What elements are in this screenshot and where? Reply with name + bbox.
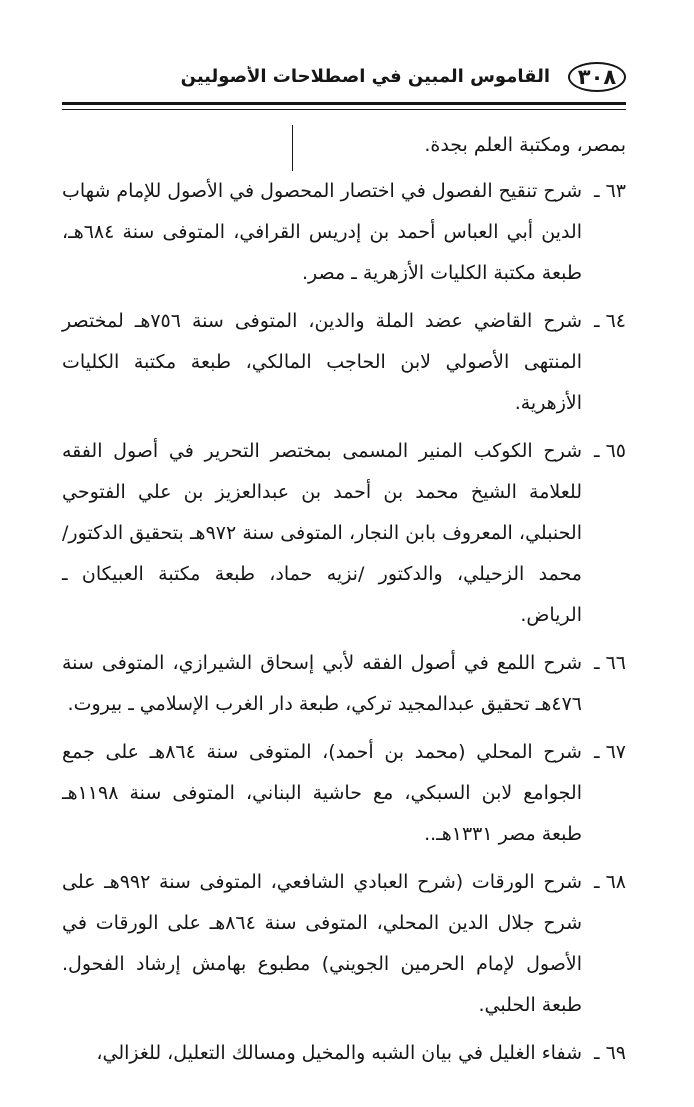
entry-text: شفاء الغليل في بيان الشبه والمخيل ومسالك التعليل، للغزالي، — [96, 1042, 582, 1064]
bibliography-entry — [62, 431, 626, 636]
entry-number: ٦٥ ـ — [593, 440, 626, 462]
bibliography-list — [62, 125, 626, 1081]
bibliography-entry — [62, 732, 626, 855]
continuation-text: بمصر، ومكتبة العلم بجدة. — [424, 134, 626, 156]
entry-text: شرح اللمع في أصول الفقه لأبي إسحاق الشيرازي، المتوفى سنة ٤٧٦هـ تحقيق عبدالمجيد تركي، طبعة دار الغرب الإسلامي ـ بيروت. — [62, 652, 582, 715]
bibliography-entry — [62, 1033, 626, 1074]
book-title: القاموس المبين في اصطلاحات الأصوليين — [180, 66, 550, 87]
entry-text: شرح الورقات (شرح العبادي الشافعي، المتوفى سنة ٩٩٢هـ على شرح جلال الدين المحلي، المتوفى سنة ٨٦٤هـ على الورقات في الأصول لإمام الحرمين الجويني) مطبوع بهامش إرشاد الفحول. طبعة الحلبي. — [62, 871, 582, 1016]
header-rule-thick — [62, 102, 626, 105]
running-header — [62, 60, 626, 112]
entry-number: ٦٧ ـ — [593, 741, 626, 763]
entry-number: ٦٦ ـ — [593, 652, 626, 674]
entry-text: شرح تنقيح الفصول في اختصار المحصول في الأصول للإمام شهاب الدين أبي العباس أحمد بن إدريس القرافي، المتوفى سنة ٦٨٤هـ، طبعة مكتبة الكليات الأزهرية ـ مصر. — [62, 180, 582, 284]
entry-number: ٦٣ ـ — [593, 180, 626, 202]
bibliography-entry — [62, 643, 626, 725]
page-number: ٣٠٨ — [568, 62, 626, 92]
entry-text: شرح المحلي (محمد بن أحمد)، المتوفى سنة ٨٦٤هـ على جمع الجوامع لابن السبكي، مع حاشية البناني، المتوفى سنة ١١٩٨هـ طبعة مصر ١٣٣١هـ.. — [62, 741, 582, 845]
entry-number: ٦٤ ـ — [593, 310, 626, 332]
bibliography-entry — [62, 862, 626, 1026]
entry-number: ٦٩ ـ — [593, 1042, 626, 1064]
bibliography-entry — [62, 171, 626, 294]
entry-text: شرح الكوكب المنير المسمى بمختصر التحرير في أصول الفقه للعلامة الشيخ محمد بن أحمد بن عبدالعزيز بن علي الفتوحي الحنبلي، المعروف بابن النجار، المتوفى سنة ٩٧٢هـ بتحقيق الدكتور/ محمد الزحيلي، والدكتور /نزيه حماد، طبعة مكتبة العبيكان ـ الرياض. — [62, 440, 582, 626]
header-rule-thin — [62, 109, 626, 110]
entry-text: شرح القاضي عضد الملة والدين، المتوفى سنة ٧٥٦هـ لمختصر المنتهى الأصولي لابن الحاجب المالكي، طبعة مكتبة الكليات الأزهرية. — [62, 310, 582, 414]
entry-number: ٦٨ ـ — [593, 871, 626, 893]
bibliography-entry — [62, 301, 626, 424]
